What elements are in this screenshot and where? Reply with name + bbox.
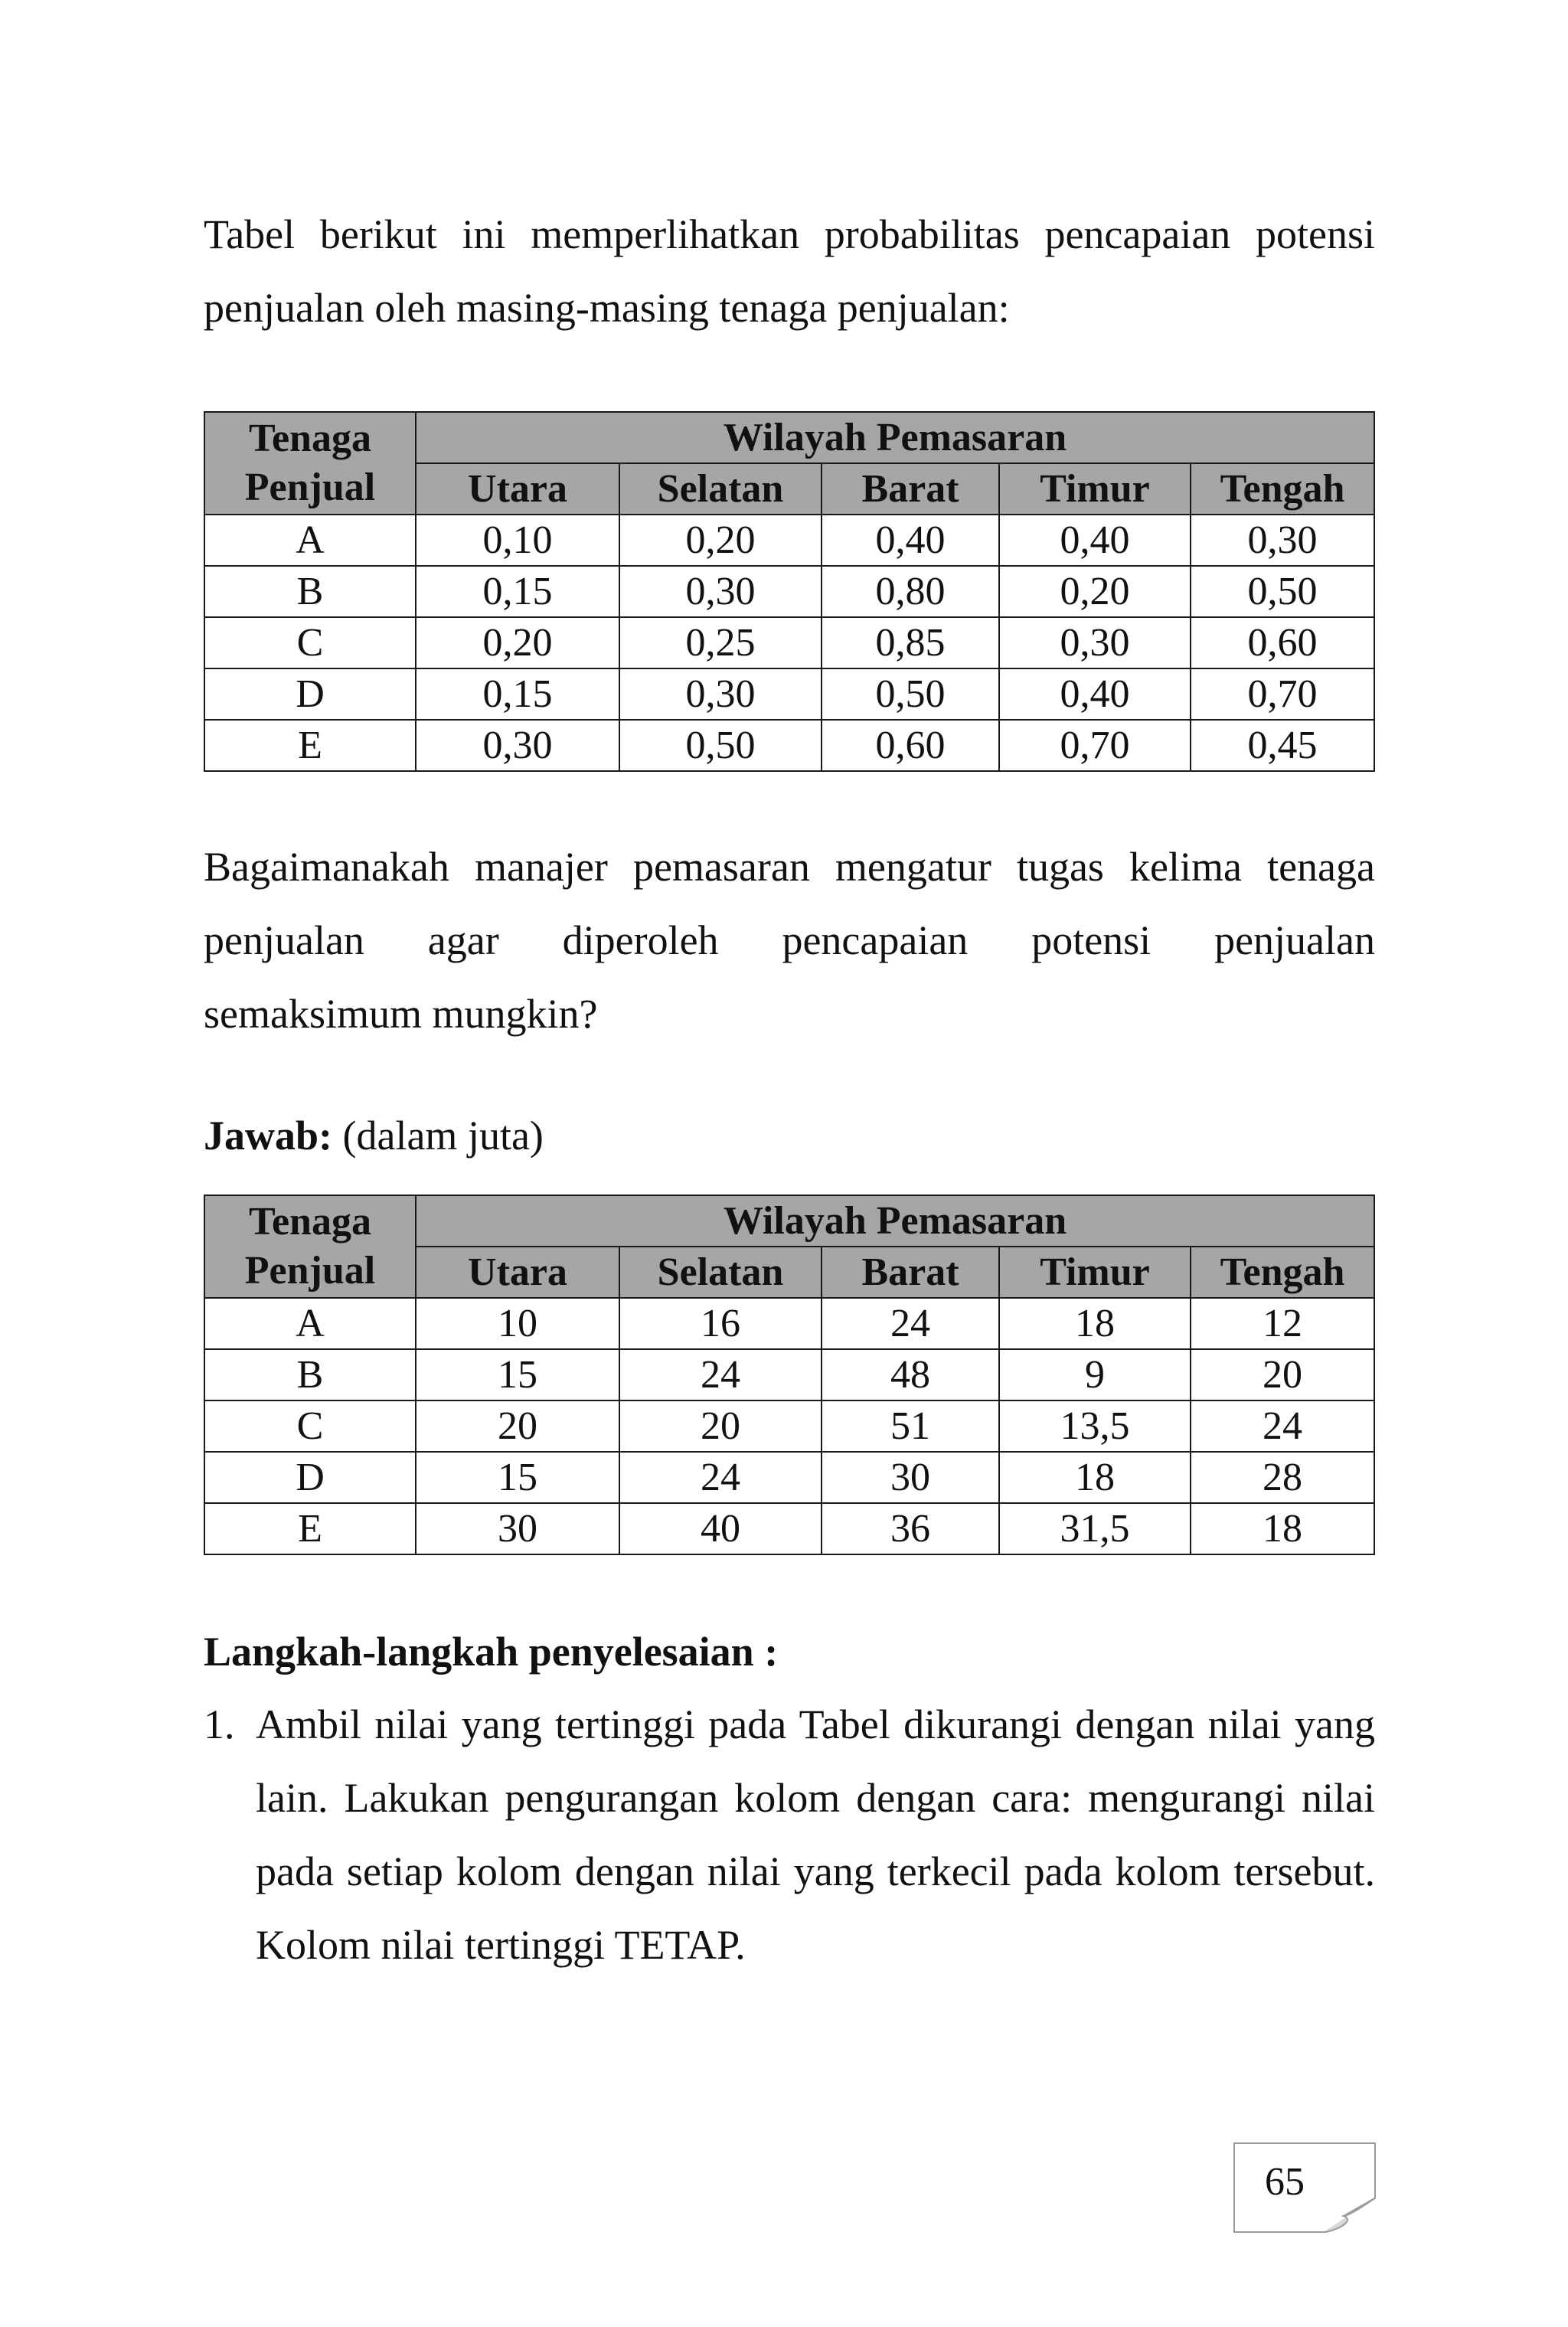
list-item: [204, 1688, 1375, 1986]
column-header: Tengah: [1191, 463, 1374, 515]
row-label: C: [204, 1400, 416, 1452]
group-header: Wilayah Pemasaran: [416, 1195, 1374, 1247]
row-header-line2: Penjual: [244, 1249, 376, 1293]
table-cell: 0,30: [999, 617, 1191, 668]
table-row: [204, 1400, 1374, 1452]
table-cell: 0,15: [416, 566, 619, 617]
table-cell: 0,70: [1191, 668, 1374, 720]
question-line: Bagaimanakah manajer pemasaran mengatur tugas kelima tenaga: [204, 844, 1375, 890]
row-header-line2: Penjual: [244, 466, 376, 509]
table-cell: 0,50: [822, 668, 999, 720]
row-label: B: [204, 1349, 416, 1400]
table-row: [204, 1452, 1374, 1503]
row-label: C: [204, 617, 416, 668]
table-cell: 13,5: [999, 1400, 1191, 1452]
table-cell: 30: [822, 1452, 999, 1503]
column-header: Barat: [822, 463, 999, 515]
table-cell: 0,70: [999, 720, 1191, 771]
table-cell: 30: [416, 1503, 619, 1554]
column-header: Barat: [822, 1247, 999, 1298]
table-cell: 10: [416, 1298, 619, 1349]
table-cell: 36: [822, 1503, 999, 1554]
table-cell: 0,25: [619, 617, 822, 668]
table-cell: 0,40: [822, 515, 999, 566]
table-cell: 24: [619, 1452, 822, 1503]
row-label: B: [204, 566, 416, 617]
answer-heading: [204, 1109, 544, 1162]
table-cell: 12: [1191, 1298, 1374, 1349]
question-line: semaksimum mungkin?: [204, 991, 598, 1037]
row-header: [204, 412, 416, 515]
answer-label: Jawab:: [204, 1113, 333, 1159]
table-cell: 16: [619, 1298, 822, 1349]
row-label: D: [204, 668, 416, 720]
page-curl-icon: [1322, 2198, 1376, 2233]
table-cell: 28: [1191, 1452, 1374, 1503]
question-line: penjualan agar diperoleh pencapaian potensi penjualan: [204, 917, 1375, 963]
table-cell: 0,30: [416, 720, 619, 771]
table-cell: 51: [822, 1400, 999, 1452]
table-cell: 0,45: [1191, 720, 1374, 771]
table-cell: 0,20: [999, 566, 1191, 617]
column-header: Utara: [416, 463, 619, 515]
table-cell: 0,40: [999, 515, 1191, 566]
table-cell: 20: [416, 1400, 619, 1452]
column-header: Timur: [999, 463, 1191, 515]
sales-table: [204, 1195, 1375, 1555]
table-cell: 0,20: [619, 515, 822, 566]
table-cell: 24: [1191, 1400, 1374, 1452]
table-row: [204, 617, 1374, 668]
table-row: [204, 515, 1374, 566]
table-cell: 18: [999, 1452, 1191, 1503]
probability-table: [204, 411, 1375, 772]
table-cell: 0,15: [416, 668, 619, 720]
table-cell: 9: [999, 1349, 1191, 1400]
table-cell: 0,60: [822, 720, 999, 771]
table-cell: 18: [1191, 1503, 1374, 1554]
table-cell: 24: [822, 1298, 999, 1349]
column-header: Tengah: [1191, 1247, 1374, 1298]
table-cell: 20: [619, 1400, 822, 1452]
table-cell: 18: [999, 1298, 1191, 1349]
column-header: Selatan: [619, 463, 822, 515]
table-cell: 0,50: [1191, 566, 1374, 617]
table-cell: 0,80: [822, 566, 999, 617]
row-label: D: [204, 1452, 416, 1503]
table-cell: 0,50: [619, 720, 822, 771]
table-cell: 0,85: [822, 617, 999, 668]
table-row: [204, 1298, 1374, 1349]
table-cell: 15: [416, 1349, 619, 1400]
page-number-box: [1233, 2142, 1376, 2233]
table-row: [204, 1503, 1374, 1554]
row-header-line1: Tenaga: [249, 1200, 371, 1244]
page-number: 65: [1265, 2160, 1305, 2204]
table-cell: 0,30: [1191, 515, 1374, 566]
table-cell: 0,30: [619, 566, 822, 617]
table-row: [204, 668, 1374, 720]
row-header-line1: Tenaga: [249, 417, 371, 460]
table-cell: 20: [1191, 1349, 1374, 1400]
table-cell: 0,40: [999, 668, 1191, 720]
group-header: Wilayah Pemasaran: [416, 412, 1374, 463]
table-cell: 24: [619, 1349, 822, 1400]
table-cell: 48: [822, 1349, 999, 1400]
row-label: E: [204, 720, 416, 771]
table-row: [204, 1349, 1374, 1400]
steps-title: Langkah-langkah penyelesaian :: [204, 1629, 779, 1675]
table-cell: 0,20: [416, 617, 619, 668]
table-cell: 0,60: [1191, 617, 1374, 668]
answer-note: (dalam juta): [332, 1113, 544, 1159]
row-header: [204, 1195, 416, 1298]
row-label: E: [204, 1503, 416, 1554]
row-label: A: [204, 515, 416, 566]
table-row: [204, 566, 1374, 617]
table-cell: 15: [416, 1452, 619, 1503]
list-item-text: Ambil nilai yang tertinggi pada Tabel dikurangi dengan nilai yang lain. Lakukan pengurangan kolom dengan cara: mengurangi nilai pada setiap kolom dengan nilai yang terkecil pada kolom tersebut. Kolom nilai tertinggi TETAP.: [256, 1701, 1375, 1968]
table-cell: 0,30: [619, 668, 822, 720]
intro-paragraph: Tabel berikut ini memperlihatkan probabilitas pencapaian potensi penjualan oleh masing-masing tenaga penjualan:: [204, 211, 1375, 331]
row-label: A: [204, 1298, 416, 1349]
table-cell: 0,10: [416, 515, 619, 566]
table-row: [204, 720, 1374, 771]
column-header: Timur: [999, 1247, 1191, 1298]
column-header: Utara: [416, 1247, 619, 1298]
table-cell: 31,5: [999, 1503, 1191, 1554]
table-cell: 40: [619, 1503, 822, 1554]
column-header: Selatan: [619, 1247, 822, 1298]
list-item-number: 1.: [204, 1701, 235, 1747]
